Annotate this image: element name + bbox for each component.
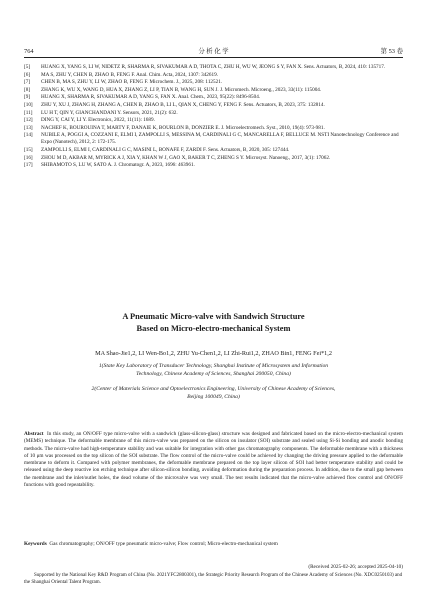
reference-number: [7]: [24, 79, 31, 86]
page-number: 764: [24, 48, 34, 55]
abstract-text: In this study, an ON/OFF type micro-valve with a sandwich (glass-silicon-glass) structure was designed and fabricated based on the micro-electro-mechanical system (MEMS) technique. The deformable membrane of this micro-valve was prepared on the silicon on insulator (SOI) substrate and sealed using Si-Si bonding and anodic bonding methods. The micro-valve had high-temperature stability and was suitable for integration with other gas chromatography components. The deformable membrane with a thickness of 10 μm was processed on the top silicon of the SOI substrate. The flow control of the micro-valve could be achieved by changing the driving pressure applied to the deformable membrane to deform it. Compared with polymer membranes, the deformable membrane prepared on the top layer silicon of SOI had better temperature stability and could be released using the deep reactive ion etching technique after silicon-silicon bonding, avoiding deformation during the preparation process. In addition, due to the small gap between the membrane and the inlet/outlet holes, the dead volume of the microvalve was very small. The test results indicated that the micro-valve achieved flow control and ON/OFF functions with good repeatability.: [24, 431, 403, 488]
reference-number: [13]: [24, 124, 33, 131]
reference-text: HUANG X, YANG S, LI W, NIDETZ R, SHARMA R, SIVAKUMAR A D, THOTA C, ZHU H, WU W, JEONG S Y, FAN X. Sens. Actuators, B, 2024, 410: 135717.: [41, 64, 386, 70]
reference-item: [24, 110, 403, 117]
affiliation-1: [34, 362, 393, 378]
affiliation-line: 2(Center of Materials Science and Optoelectronics Engineering, University of Chinese Academy of Sciences,: [91, 386, 336, 392]
title-line: Based on Micro-electro-mechanical System: [136, 324, 291, 333]
affiliation-line: Technology, Chinese Academy of Sciences, Shanghai 200050, China): [136, 371, 291, 378]
reference-list: [24, 64, 403, 170]
reference-number: [17]: [24, 162, 33, 169]
reference-number: [10]: [24, 101, 33, 108]
reference-text: LU H T, QIN Y, GIANCHANDANI Y. Sensors, 2021, 21(2): 632.: [41, 109, 178, 116]
reference-item: [24, 147, 403, 154]
reference-text: NUBILE A, POGGI A, COZZANI E, ELMI I, ZAMPOLLI S, MESSINA M, CARDINALI G C, MANCARELLA F, BELLUCE M. NSTI Nanotechnology Conference and Expo (Nanotech), 2012, 2: 172-175.: [41, 132, 399, 146]
reference-number: [8]: [24, 86, 31, 93]
reference-text: ZHOU M D, AKBAR M, MYRICK A J, XIA Y, KHAN W J, GAO X, BAKER T C, ZHENG S Y. Microsyst. Nanoeng., 2017, 3(1): 17062.: [41, 154, 331, 161]
reference-item: [24, 72, 403, 79]
reference-text: CHEN B, MA S, ZHU Y, LI W, ZHAO B, FENG F. Microchem. J., 2025, 208: 112521.: [41, 79, 223, 86]
running-header: [24, 43, 403, 55]
reference-text: SHIBAMOTO S, LU W, SATO A. J. Chromatogr. A, 2023, 1696: 463961.: [41, 162, 195, 169]
reference-item: [24, 94, 403, 101]
title-line: A Pneumatic Micro-valve with Sandwich Structure: [122, 312, 305, 321]
funding-note: Supported by the National Key R&D Program of China (No. 2021YFC2800301), the Strategic Priority Research Program of the Chinese Academy of Sciences (No. XDC0250103) and the Shanghai Oriental Talent Program.: [24, 573, 403, 585]
keywords: [24, 541, 403, 548]
affiliation-line: Beijing 100049, China): [187, 394, 240, 401]
reference-text: DING Y, CAI Y, LI Y. Electronics, 2022, 11(11): 1689.: [41, 117, 155, 124]
affiliation-2: [34, 385, 393, 401]
reference-item: [24, 79, 403, 86]
volume-label: 第 53 卷: [380, 48, 403, 55]
header-rule: [24, 57, 403, 58]
reference-item: [24, 162, 403, 169]
reference-number: [5]: [24, 64, 31, 70]
journal-name: 分 析 化 学: [198, 48, 229, 55]
affiliation-line: 1(State Key Laboratory of Transducer Technology, Shanghai Institute of Microsystem and Information: [98, 363, 329, 369]
reference-number: [11]: [24, 109, 33, 116]
reference-item: [24, 132, 403, 146]
received-dates: (Received 2025-02-26; accepted 2025-04-10): [308, 564, 403, 570]
keywords-text: Gas chromatography; ON/OFF type pneumatic micro-valve; Flow control; Micro-electro-mechanical system: [49, 541, 278, 547]
reference-text: NACHEF K, BOUROUINA T, MARTY F, DANAIE K, BOURLON B, DONZIER E. J. Microelectromech. Syst., 2010, 19(4): 973-981.: [41, 124, 325, 131]
abstract: [24, 431, 403, 489]
reference-text: ZAMPOLLI S, ELMI I, CARDINALI G C, MASINI L, BONAFE F, ZARDI F. Sens. Actuators, B, 2020, 305: 127444.: [41, 146, 290, 153]
keywords-label: Keywords: [24, 541, 47, 547]
reference-text: MA S, ZHU Y, CHEN B, ZHAO B, FENG F. Anal. Chim. Acta, 2024, 1307: 342619.: [41, 71, 218, 78]
reference-number: [14]: [24, 132, 33, 139]
reference-text: ZHANG K, WU X, WANG D, HUA X, ZHANG Z, LI P, TIAN B, WANG H, SUN J. J. Micromech. Microeng., 2023, 33(11): 115004.: [41, 86, 322, 93]
reference-number: [15]: [24, 146, 33, 153]
reference-number: [16]: [24, 154, 33, 161]
reference-item: [24, 102, 403, 109]
reference-number: [9]: [24, 94, 31, 101]
reference-number: [6]: [24, 71, 31, 78]
reference-text: HUANG X, SHARMA R, SIVAKUMAR A D, YANG S, FAN X. Anal. Chem., 2023, 95(22): 8496-8504.: [41, 94, 261, 101]
reference-text: ZHU Y, XU J, ZHANG H, ZHANG A, CHEN B, ZHAO B, LI L, QIAN X, CHENG Y, FENG F. Sens. Actuators, B, 2023, 375: 132814.: [41, 101, 325, 108]
reference-item: [24, 87, 403, 94]
reference-item: [24, 117, 403, 124]
reference-number: [12]: [24, 117, 33, 124]
abstract-label: Abstract: [24, 431, 44, 437]
reference-item: [24, 155, 403, 162]
reference-item: [24, 125, 403, 132]
author-list: MA Shao-Jie1,2, LI Wen-Bo1,2, ZHU Yu-Chen1,2, LI Zhi-Rui1,2, ZHAO Bin1, FENG Fei*1,2: [95, 350, 332, 357]
article-title: [24, 311, 403, 335]
reference-item: [24, 64, 403, 71]
